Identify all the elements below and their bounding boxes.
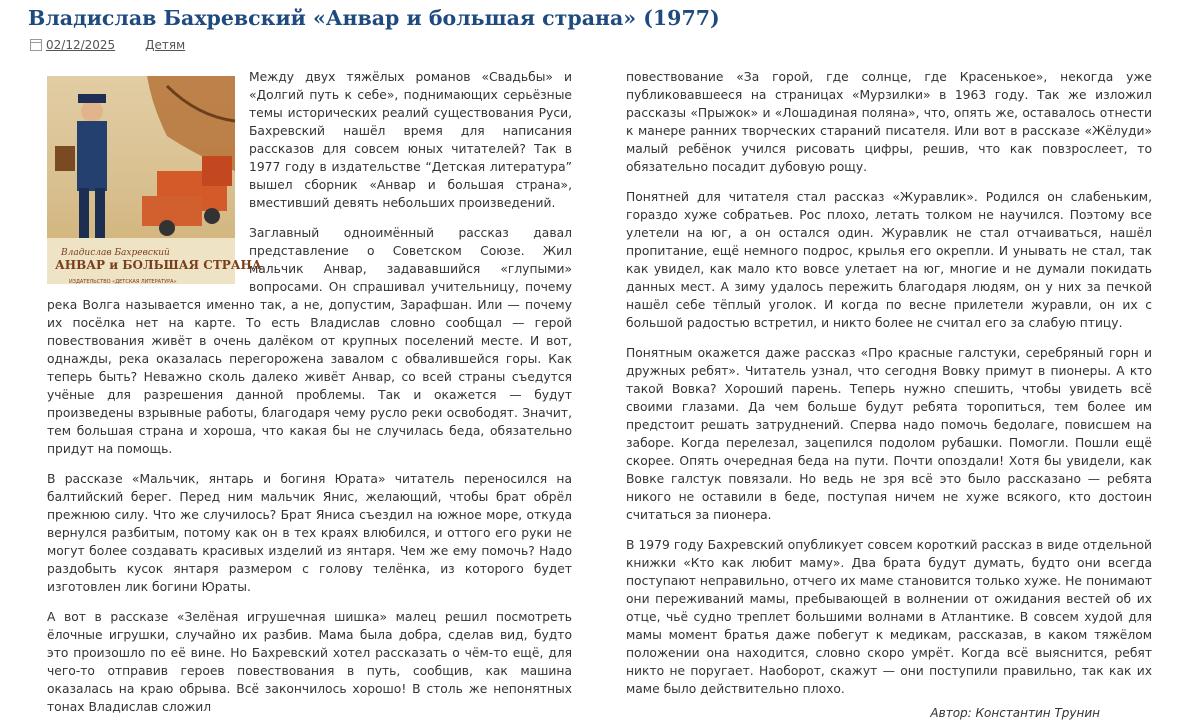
paragraph: В рассказе «Мальчик, янтарь и богиня Юрата» читатель переносился на балтийский берег. Перед ним мальчик Янис, желающий, чтобы брат обрёл прежнюю силу. Что же случилось? Брат Яниса съездил на южное море, откуда вернулся разбитым, потому как он в тех краях влюбился, и оттого его руки не могут более создавать красивых изделий из янтаря. Чем же ему помочь? Надо раздобыть кусок янтаря размером с голову телёнка, из которого будет изготовлен лик богини Юраты.	[47, 472, 572, 594]
left-column	[47, 68, 572, 728]
paragraph: Заглавный одноимённый рассказ давал представление о Советском Союзе. Жил мальчик Анвар, задававшийся «глупыми» вопросами. Он спрашивал учительницу, почему река Волга называется именно так, а не, допустим, Зарафшан. Или — почему их посёлка нет на карте. То есть Владислав словно сообщал — герой повествования живёт в очень далёком от крупных поселений месте. И вот, однажды, река оказалась перегорожена завалом с обвалившейся горы. Как теперь быть? Неважно сколь далеко живёт Анвар, со всей страны съедутся учёные для разрешения данной проблемы. Так и окажется — будут произведены взрывные работы, благодаря чему русло реки освободят. Значит, тем большая страна и хороша, что какая бы не случилась беда, обязательно придут на помощь.	[47, 226, 572, 456]
cover-title: АНВАР и БОЛЬШАЯ СТРАНА	[55, 258, 262, 272]
cover-publisher: ИЗДАТЕЛЬСТВО «ДЕТСКАЯ ЛИТЕРАТУРА»	[69, 279, 177, 285]
paragraph: Понятней для читателя стал рассказ «Журавлик». Родился он слабеньким, гораздо хуже собратьев. Рос плохо, летать толком не научился. Поэтому все улетели на юг, а он остался один. Журавлик не стал отчаиваться, нашёл пропитание, ещё немного подрос, крылья его окрепли. И унывать не стал, так как увидел, как мало кто вовсе улетает на юг, многие и не думали покидать данных мест. А зиму удалось пережить благодаря людям, он у них за печкой нашёл себе тёплый уголок. И когда по весне прилетели журавли, он их с большой радостью встретил, и никто более не считал его за слабую птицу.	[626, 190, 1152, 330]
author-signature: Автор: Константин Трунин	[930, 706, 1100, 720]
article-title: Владислав Бахревский «Анвар и большая страна» (1977)	[28, 6, 720, 30]
paragraph: В 1979 году Бахревский опубликует совсем короткий рассказ в виде отдельной книжки «Кто как любит маму». Два брата будут думать, будто они всегда поступают неправильно, отчего их маме становится только хуже. Не понимают они переживаний мамы, пребывающей в волнении от ожидания вестей об их отце, чьё судно треплет большими волнами в Атлантике. В совсем худой для мамы момент братья даже побегут к медикам, рассказав, в каком тяжёлом положении она находится, словно скоро умрёт. Когда всё выяснится, ребят никто не поругает. Наоборот, скажут — они поступили правильно, так как их маме было действительно плохо.	[626, 538, 1152, 696]
post-meta	[30, 38, 185, 52]
paragraph: Понятным окажется даже рассказ «Про красные галстуки, серебряный горн и дружных ребят». Читатель узнал, что сегодня Вовку примут в пионеры. А кто такой Вовка? Хороший парень. Теперь нужно спешить, чтобы увидеть всё своими глазами. Да чем больше будут ребята торопиться, тем более им предстоит решать затруднений. Сперва надо помочь бедолаге, повисшем на заборе. Когда перелезал, зацепился подолом рубашки. Помогли. Пошли ещё скорее. Опять очередная беда на пути. Почти опоздали! Хотя бы увидели, как Вовке галстук повязали. Но ведь не зря всё это было рассказано — ребята никого не оставили в беде, поступая ничем не хуже всякого, кто достоин считаться за пионера.	[626, 346, 1152, 522]
cover-author: Владислав Бахревский	[61, 248, 170, 258]
right-column	[626, 68, 1152, 722]
book-cover-image	[47, 76, 262, 285]
calendar-icon	[30, 39, 42, 51]
paragraph: Между двух тяжёлых романов «Свадьбы» и «Долгий путь к себе», поднимающих серьёзные темы исторических реалий существования Руси, Бахревский нашёл время для написания рассказов для совсем юных читателей? Так в 1977 году в издательстве “Детская литература” вышел сборник «Анвар и большая страна», вместивший девять небольших произведений.	[249, 70, 572, 210]
paragraph: повествование «За горой, где солнце, где Красенькое», некогда уже публиковавшееся на страницах «Мурзилки» в 1963 году. Так же изложил рассказы «Прыжок» и «Лошадиная поляна», что, опять же, оставалось отнести к манере ранних творческих стараний писателя. Или вот в рассказе «Жёлуди» малый ребёнок учился рисовать цифры, решив, что как повзрослеет, то обязательно посадит дубовую рощу.	[626, 70, 1152, 174]
category-link[interactable]: Детям	[145, 38, 186, 52]
post-date[interactable]: 02/12/2025	[46, 38, 116, 52]
paragraph: А вот в рассказе «Зелёная игрушечная шишка» малец решил посмотреть ёлочные игрушки, случайно их разбив. Мама была добра, сделав вид, будто это произошло по её вине. Но Бахревский хотел рассказать о чём-то ещё, для чего-то отправив героев повествования в путь, сообщив, как машина оказалась на краю обрыва. Всё закончилось хорошо! В столь же непонятных тонах Владислав сложил	[47, 610, 572, 714]
